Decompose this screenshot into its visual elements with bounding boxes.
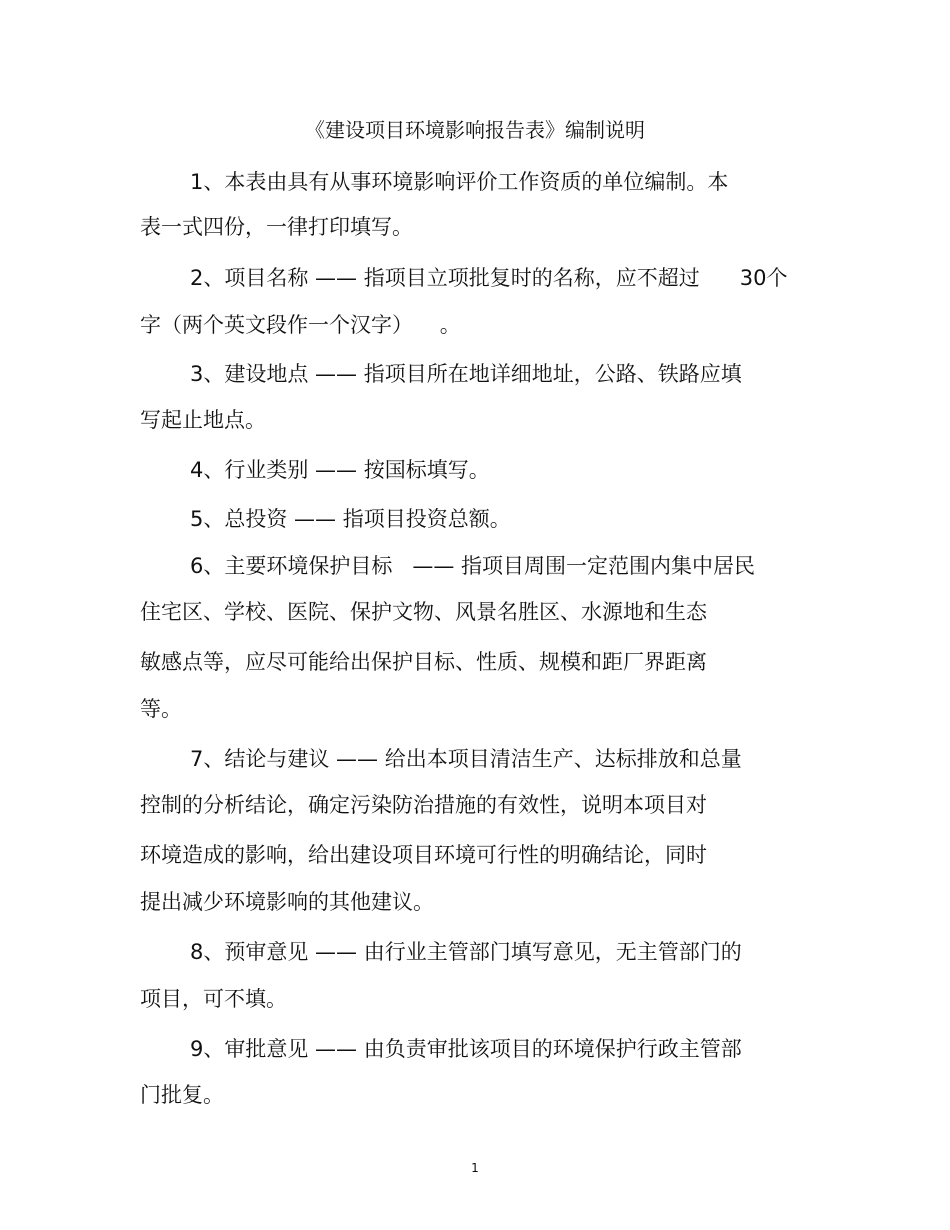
document-title: 《建设项目环境影响报告表》编制说明 — [305, 118, 645, 142]
item-3-line-2: 写起止地点。 — [140, 408, 266, 432]
item-7-line-1: 7、结论与建议 —— 给出本项目清洁生产、达标排放和总量 — [190, 747, 742, 771]
item-6-line-3: 敏感点等，应尽可能给出保护目标、性质、规模和距厂界距离 — [140, 650, 707, 674]
item-9-line-1: 9、审批意见 —— 由负责审批该项目的环境保护行政主管部 — [190, 1037, 742, 1061]
item-9-line-2: 门批复。 — [140, 1083, 224, 1107]
item-7-line-4: 提出减少环境影响的其他建议。 — [140, 890, 434, 914]
item-1-line-2: 表一式四份，一律打印填写。 — [140, 215, 413, 239]
item-6-line-4: 等。 — [140, 697, 182, 721]
item-6-line-1: 6、主要环境保护目标 —— 指项目周围一定范围内集中居民 — [190, 554, 756, 578]
item-7-line-2: 控制的分析结论，确定污染防治措施的有效性，说明本项目对 — [140, 793, 707, 817]
item-3-line-1: 3、建设地点 —— 指项目所在地详细地址，公路、铁路应填 — [190, 362, 742, 386]
item-1-line-1: 1、本表由具有从事环境影响评价工作资质的单位编制。本 — [190, 170, 729, 194]
item-2-line-1: 2、项目名称 —— 指项目立项批复时的名称，应不超过 30个 — [190, 266, 788, 290]
item-8-line-1: 8、预审意见 —— 由行业主管部门填写意见，无主管部门的 — [190, 940, 742, 964]
page-number: 1 — [471, 1161, 479, 1175]
item-2-line-2: 字（两个英文段作一个汉字） 。 — [140, 313, 461, 337]
item-7-line-3: 环境造成的影响，给出建设项目环境可行性的明确结论，同时 — [140, 843, 707, 867]
item-8-line-2: 项目，可不填。 — [140, 987, 287, 1011]
item-5-line-1: 5、总投资 —— 指项目投资总额。 — [190, 507, 511, 531]
item-6-line-2: 住宅区、学校、医院、保护文物、风景名胜区、水源地和生态 — [140, 600, 707, 624]
item-4-line-1: 4、行业类别 —— 按国标填写。 — [190, 458, 490, 482]
